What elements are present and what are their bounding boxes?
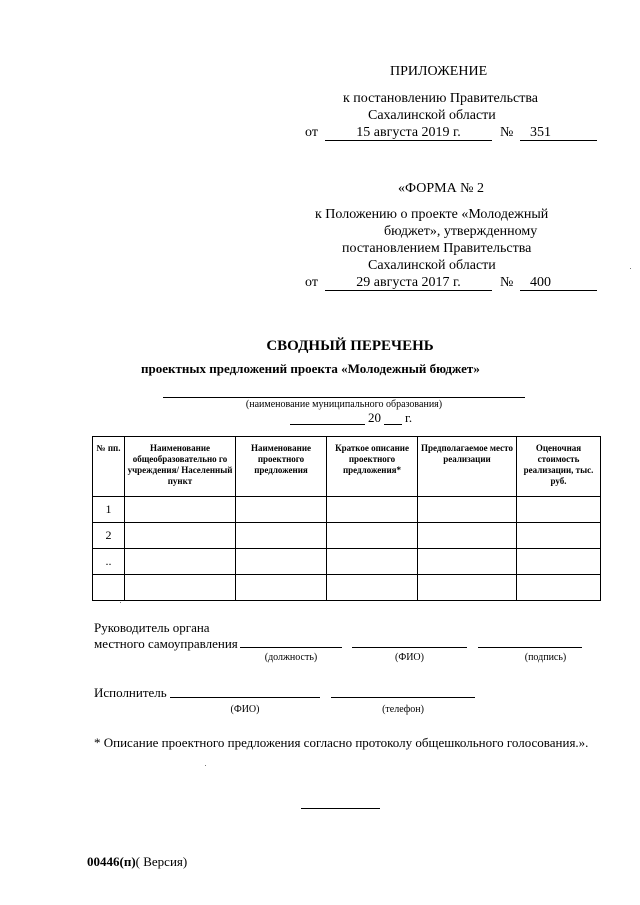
table-cell — [125, 575, 236, 601]
table-cell — [236, 549, 327, 575]
signature-underline — [478, 647, 582, 648]
header-institution: Наименование общеобразовательно го учреждения/ Населенный пункт — [125, 437, 236, 497]
row-number — [93, 575, 125, 601]
year-suffix: г. — [405, 410, 413, 425]
position-caption: (должность) — [264, 652, 318, 663]
table-cell — [418, 523, 517, 549]
main-title: СВОДНЫЙ ПЕРЕЧЕНЬ — [266, 338, 434, 354]
table-cell — [236, 523, 327, 549]
year-underline — [290, 424, 365, 425]
row-number: .. — [93, 549, 125, 575]
table-cell — [517, 497, 601, 523]
scan-speck — [120, 602, 121, 603]
table-row — [93, 575, 601, 601]
table-cell — [327, 523, 418, 549]
form-line-3: постановлением Правительства — [342, 241, 532, 256]
executor-label: Исполнитель — [94, 685, 167, 700]
decree-number-1: 351 — [530, 125, 551, 140]
form-title: «ФОРМА № 2 — [398, 181, 485, 196]
table-cell — [125, 523, 236, 549]
doc-code: 00446(п) — [87, 854, 136, 869]
table-cell — [327, 575, 418, 601]
from-label-1: от — [305, 125, 318, 140]
table-cell — [418, 549, 517, 575]
header-location: Предполагаемое место реализации — [418, 437, 517, 497]
from-label-2: от — [305, 275, 318, 290]
table-cell — [517, 549, 601, 575]
year-prefix: 20 — [368, 410, 381, 425]
fio-caption: (ФИО) — [394, 652, 424, 663]
table-cell — [327, 497, 418, 523]
executor-fio-caption: (ФИО) — [230, 704, 260, 715]
header-project-name: Наименование проектного предложения — [236, 437, 327, 497]
row-number: 1 — [93, 497, 125, 523]
scan-speck — [205, 765, 206, 766]
table-cell — [418, 497, 517, 523]
head-label-line-2: местного самоуправления — [94, 636, 238, 651]
table-cell — [327, 549, 418, 575]
table-row — [93, 523, 601, 549]
executor-fio-underline — [170, 697, 320, 698]
year-suffix-underline — [384, 424, 402, 425]
municipality-underline — [163, 397, 525, 398]
closing-divider — [301, 808, 380, 809]
table-cell — [418, 575, 517, 601]
table-cell — [125, 549, 236, 575]
appendix-line-2: Сахалинской области — [368, 108, 496, 123]
form-line-4: Сахалинской области — [368, 258, 496, 273]
table-row — [93, 497, 601, 523]
municipality-caption: (наименование муниципального образования) — [245, 399, 443, 410]
decree-date-1: 15 августа 2019 г. — [356, 125, 461, 140]
head-label-line-1: Руководитель органа — [94, 620, 210, 635]
signature-caption: (подпись) — [524, 652, 567, 663]
table-cell — [236, 575, 327, 601]
appendix-line-1: к постановлению Правительства — [343, 91, 539, 106]
table-header-row — [93, 437, 601, 497]
phone-underline — [331, 697, 475, 698]
num-label-1: № — [500, 125, 514, 140]
num-label-2: № — [500, 275, 514, 290]
main-subtitle: проектных предложений проекта «Молодежный бюджет» — [141, 361, 480, 376]
appendix-title: ПРИЛОЖЕНИЕ — [390, 64, 488, 79]
header-cost: Оценочная стоимость реализации, тыс. руб. — [517, 437, 601, 497]
decree-date-2: 29 августа 2017 г. — [356, 275, 461, 290]
form-line-2: бюджет», утвержденному — [384, 224, 538, 239]
header-number: № пп. — [93, 437, 125, 497]
header-description: Краткое описание проектного предложения* — [327, 437, 418, 497]
fio-underline — [352, 647, 467, 648]
table-row — [93, 549, 601, 575]
table-cell — [236, 497, 327, 523]
proposals-table — [92, 436, 601, 601]
form-line-1: к Положению о проекте «Молодежный — [315, 207, 549, 222]
row-number: 2 — [93, 523, 125, 549]
table-cell — [125, 497, 236, 523]
doc-version: ( Версия) — [135, 854, 188, 869]
decree-number-2: 400 — [530, 275, 551, 290]
doc-code-line — [87, 854, 187, 869]
table-cell — [517, 575, 601, 601]
table-cell — [517, 523, 601, 549]
scan-speck — [630, 268, 631, 269]
footnote: * Описание проектного предложения согласно протоколу общешкольного голосования.». — [94, 735, 589, 750]
position-underline — [240, 647, 342, 648]
phone-caption: (телефон) — [382, 704, 424, 715]
